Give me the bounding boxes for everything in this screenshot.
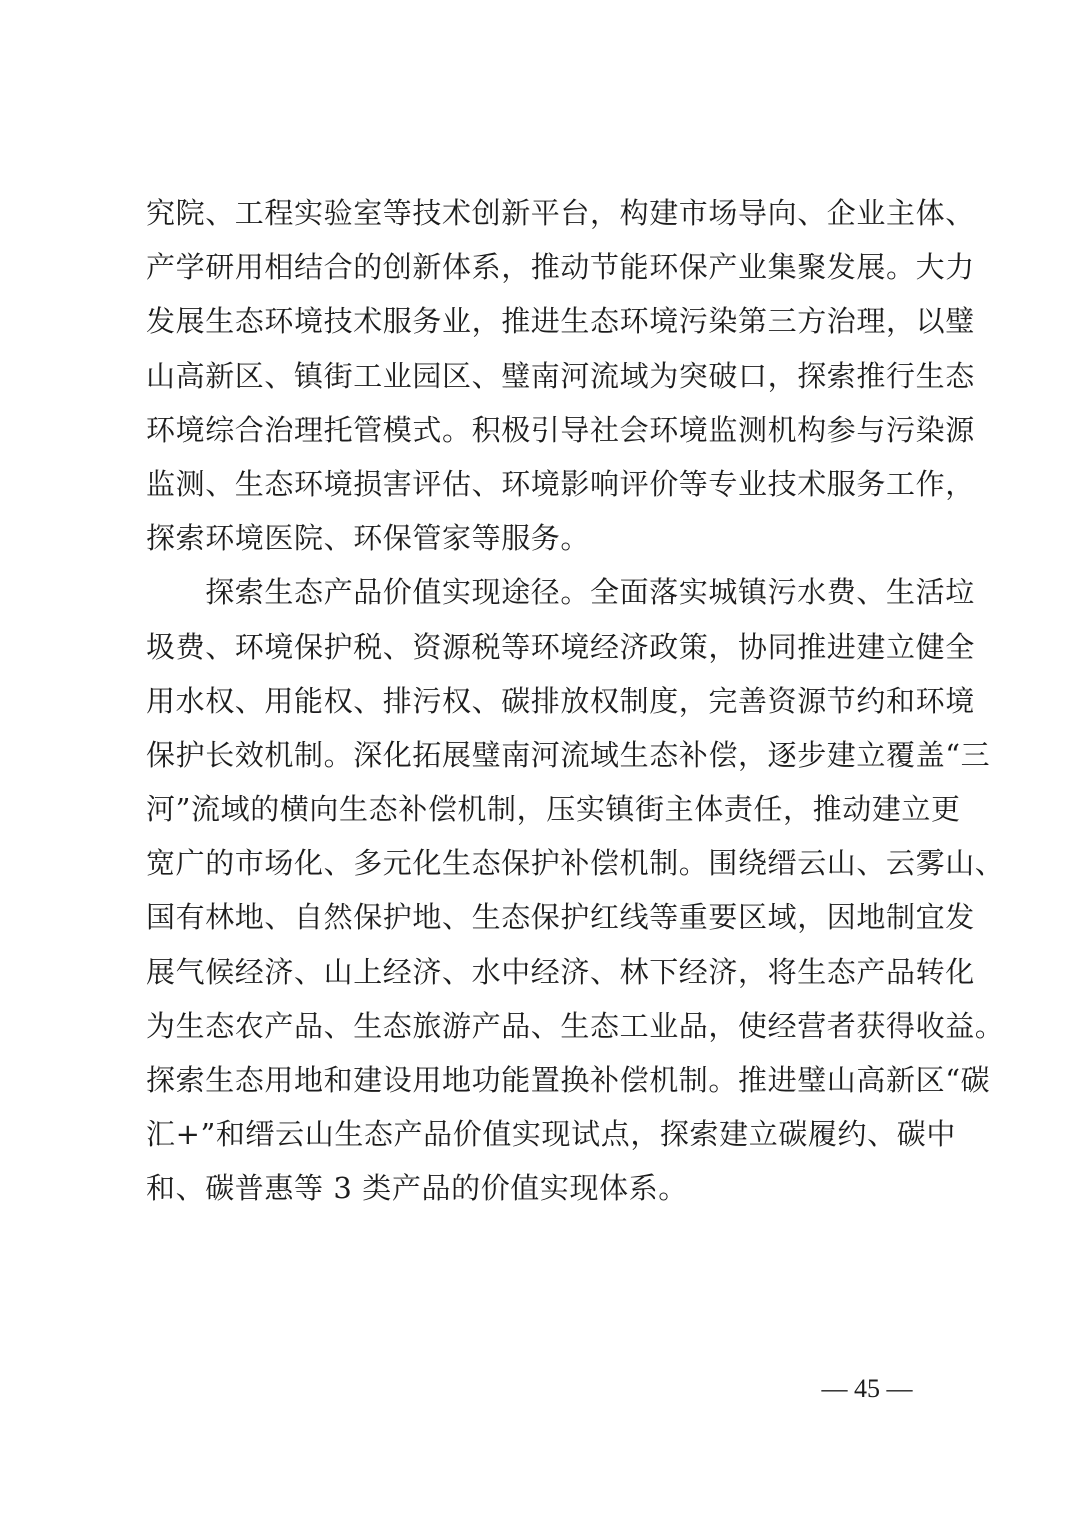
page-number: — 45 — (821, 1374, 913, 1403)
text-line: 究院、工程实验室等技术创新平台，构建市场导向、企业主体、 (146, 196, 975, 230)
text-line: 圾费、环境保护税、资源税等环境经济政策，协同推进建立健全 (146, 629, 975, 664)
text-line: 保护长效机制。深化拓展璧南河流域生态补偿，逐步建立覆盖“三 (146, 737, 991, 772)
text-line (146, 1216, 946, 1270)
text-line: 宽广的市场化、多元化生态保护补偿机制。围绕缙云山、云雾山、 (146, 846, 1005, 881)
text-line: 国有林地、自然保护地、生态保护红线等重要区域，因地制宜发 (146, 900, 975, 935)
text-line: 探索生态产品价值实现途径。全面落实城镇污水费、生活垃 (146, 575, 975, 610)
body-text (146, 186, 1005, 1270)
text-line: 展气候经济、山上经济、水中经济、林下经济，将生态产品转化 (146, 954, 975, 989)
paragraph-2 (146, 565, 1005, 1269)
text-line: 为生态农产品、生态旅游产品、生态工业品，使经营者获得收益。 (146, 1008, 1005, 1043)
text-line: 探索生态用地和建设用地功能置换补偿机制。推进璧山高新区“碳 (146, 1063, 991, 1097)
text-line: 产学研用相结合的创新体系，推动节能环保产业集聚发展。大力 (146, 250, 975, 285)
text-line: 河”流域的横向生态补偿机制，压实镇街主体责任，推动建立更 (146, 792, 961, 827)
text-line: 山高新区、镇街工业园区、璧南河流域为突破口，探索推行生态 (146, 358, 975, 393)
text-line: 发展生态环境技术服务业，推进生态环境污染第三方治理，以璧 (146, 304, 975, 339)
text-line: 探索环境医院、环保管家等服务。 (146, 521, 591, 556)
text-line: 用水权、用能权、排污权、碳排放权制度，完善资源节约和环境 (146, 683, 975, 718)
text-line: 监测、生态环境损害评估、环境影响评价等专业技术服务工作， (146, 466, 975, 501)
paragraph-1 (146, 186, 975, 565)
text-line: 和、碳普惠等 3 类产品的价值实现体系。 (146, 1171, 688, 1206)
text-line: 环境综合治理托管模式。积极引导社会环境监测机构参与污染源 (146, 412, 975, 447)
text-line: 汇+”和缙云山生态产品价值实现试点，探索建立碳履约、碳中 (146, 1117, 956, 1152)
